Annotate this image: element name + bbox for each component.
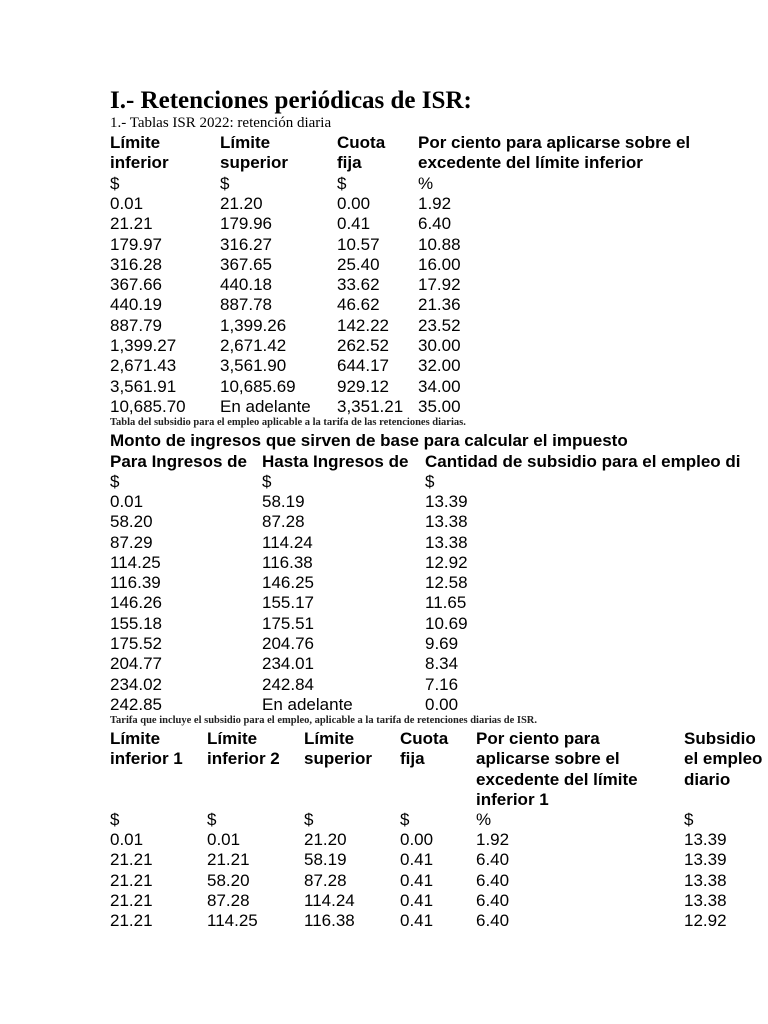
table-cell: 175.52 — [110, 634, 162, 654]
t3-unit: $ — [400, 810, 410, 829]
table-cell: 3,561.91 — [110, 376, 177, 396]
t2-unit: $ — [110, 472, 120, 491]
table-cell: 887.79 — [110, 315, 162, 335]
table-cell: 116.38 — [304, 911, 355, 931]
table-cell: 12.92 — [425, 552, 468, 572]
t2-header-to: Hasta Ingresos de — [262, 452, 409, 471]
table-cell: 440.19 — [110, 295, 162, 315]
table-cell: 2,671.43 — [110, 356, 177, 376]
table-cell: 6.40 — [476, 911, 510, 931]
table-cell: 367.66 — [110, 275, 162, 295]
note-subsidy-table: Tabla del subsidio para el empleo aplicable a la tarifa de las retenciones diarias. — [110, 417, 466, 428]
table-cell: 3,561.90 — [220, 356, 287, 376]
table-cell: 33.62 — [337, 275, 380, 295]
table-cell: 21.21 — [110, 850, 153, 870]
table-cell: 146.25 — [262, 573, 314, 593]
table-cell: 58.19 — [262, 492, 305, 511]
t2-caption: Monto de ingresos que sirven de base para calcular el impuesto — [110, 431, 628, 450]
table-cell: 58.20 — [207, 870, 250, 890]
table-cell: 0.00 — [400, 830, 434, 849]
table-cell: 0.41 — [400, 850, 434, 870]
table-cell: 13.39 — [684, 830, 727, 849]
t1-unit: $ — [110, 174, 120, 193]
table-cell: 30.00 — [418, 336, 461, 356]
t3-unit: $ — [207, 810, 217, 829]
table-cell: 16.00 — [418, 254, 461, 274]
table-cell: 13.38 — [425, 532, 468, 552]
table-cell: 6.40 — [476, 850, 510, 870]
table-cell: 146.26 — [110, 593, 162, 613]
table-cell: 1.92 — [418, 194, 452, 213]
table-cell: 21.21 — [110, 214, 153, 234]
table-cell: 46.62 — [337, 295, 380, 315]
table-cell: 114.25 — [207, 911, 258, 931]
table-cell: 9.69 — [425, 634, 459, 654]
table-cell: 0.00 — [337, 194, 371, 213]
t3-unit: % — [476, 810, 492, 829]
table-cell: 0.01 — [207, 830, 241, 849]
table-cell: 13.38 — [684, 890, 727, 910]
t3-header-fixed-fee: Cuota fija — [400, 729, 449, 769]
t3-header-percent: Por ciento para aplicarse sobre el excedente del límite inferior 1 — [476, 729, 638, 809]
table-cell: 262.52 — [337, 336, 389, 356]
table-cell: 204.76 — [262, 634, 314, 654]
t2-unit: $ — [262, 472, 272, 491]
t3-unit: $ — [684, 810, 694, 829]
table-cell: 316.28 — [110, 254, 162, 274]
table-cell: 21.21 — [110, 890, 153, 910]
table-cell: 6.40 — [476, 890, 510, 910]
table-cell: 21.21 — [207, 850, 250, 870]
table-cell: 116.38 — [262, 552, 313, 572]
table-cell: 887.78 — [220, 295, 272, 315]
table-cell: 3,351.21 — [337, 396, 404, 416]
table-cell: 13.39 — [425, 492, 468, 511]
table-cell: 0.01 — [110, 492, 144, 511]
table-cell: 234.02 — [110, 674, 162, 694]
table-cell: 10,685.69 — [220, 376, 296, 396]
table-cell: 13.38 — [425, 512, 468, 532]
t1-unit: $ — [337, 174, 347, 193]
table-cell: 1.92 — [476, 830, 510, 849]
table-cell: En adelante — [262, 694, 353, 714]
table-cell: 1,399.26 — [220, 315, 287, 335]
table-cell: 10.69 — [425, 613, 468, 633]
table-cell: 12.92 — [684, 911, 727, 931]
table-cell: 644.17 — [337, 356, 389, 376]
t3-header-upper: Límite superior — [304, 729, 373, 769]
table-cell: 179.96 — [220, 214, 272, 234]
table-cell: 58.20 — [110, 512, 153, 532]
table-cell: 204.77 — [110, 654, 162, 674]
table-cell: 7.16 — [425, 674, 459, 694]
table-cell: 17.92 — [418, 275, 461, 295]
table-cell: 8.34 — [425, 654, 459, 674]
table-cell: 35.00 — [418, 396, 461, 416]
table-cell: 114.24 — [262, 532, 313, 552]
table-cell: 242.85 — [110, 694, 162, 714]
t2-header-subsidy: Cantidad de subsidio para el empleo di — [425, 452, 741, 471]
table-cell: 155.18 — [110, 613, 162, 633]
table-cell: 21.21 — [110, 911, 153, 931]
table-cell: 367.65 — [220, 254, 272, 274]
t1-unit: % — [418, 174, 434, 193]
table-cell: 0.41 — [400, 911, 434, 931]
table-cell: 0.01 — [110, 830, 144, 849]
table-cell: 155.17 — [262, 593, 314, 613]
section-subtitle: 1.- Tablas ISR 2022: retención diaria — [110, 115, 332, 131]
note-tariff-table: Tarifa que incluye el subsidio para el empleo, aplicable a la tarifa de retenciones diarias de ISR. — [110, 715, 538, 726]
table-cell: 2,671.42 — [220, 336, 287, 356]
table-cell: 21.21 — [110, 870, 153, 890]
table-cell: 114.24 — [304, 890, 355, 910]
table-cell: 0.01 — [110, 194, 144, 213]
table-cell: 11.65 — [425, 593, 467, 613]
table-cell: 21.20 — [304, 830, 347, 849]
table-cell: 316.27 — [220, 234, 272, 254]
table-cell: 13.39 — [684, 850, 727, 870]
table-cell: 87.28 — [262, 512, 305, 532]
t3-unit: $ — [304, 810, 314, 829]
table-cell: 10.57 — [337, 234, 380, 254]
t3-header-lower-1: Límite inferior 1 — [110, 729, 183, 769]
table-cell: 6.40 — [476, 870, 510, 890]
table-cell: 13.38 — [684, 870, 727, 890]
table-cell: 21.20 — [220, 194, 263, 213]
t1-header-fixed-fee: Cuota fija — [337, 133, 386, 173]
table-cell: 179.97 — [110, 234, 162, 254]
table-cell: 234.01 — [262, 654, 314, 674]
table-cell: 87.28 — [207, 890, 250, 910]
table-cell: 10,685.70 — [110, 396, 186, 416]
table-cell: 1,399.27 — [110, 336, 177, 356]
table-cell: 929.12 — [337, 376, 389, 396]
table-cell: 87.28 — [304, 870, 347, 890]
table-cell: 6.40 — [418, 214, 452, 234]
table-cell: 21.36 — [418, 295, 461, 315]
table-cell: 32.00 — [418, 356, 461, 376]
table-cell: 0.00 — [425, 694, 459, 714]
t1-unit: $ — [220, 174, 230, 193]
table-cell: 25.40 — [337, 254, 380, 274]
table-cell: 440.18 — [220, 275, 272, 295]
t2-header-from: Para Ingresos de — [110, 452, 248, 471]
t1-header-upper-limit: Límite superior — [220, 133, 289, 173]
table-cell: 114.25 — [110, 552, 161, 572]
table-cell: 34.00 — [418, 376, 461, 396]
table-cell: 0.41 — [337, 214, 371, 234]
table-cell: 142.22 — [337, 315, 389, 335]
t2-unit: $ — [425, 472, 435, 491]
t3-unit: $ — [110, 810, 120, 829]
t1-header-percent: Por ciento para aplicarse sobre el excedente del límite inferior — [418, 133, 691, 173]
table-cell: 87.29 — [110, 532, 153, 552]
table-cell: 0.41 — [400, 890, 434, 910]
table-cell: 58.19 — [304, 850, 347, 870]
table-cell: 116.39 — [110, 573, 161, 593]
table-cell: 23.52 — [418, 315, 461, 335]
table-cell: En adelante — [220, 396, 311, 416]
t3-header-lower-2: Límite inferior 2 — [207, 729, 280, 769]
t3-header-subsidy: Subsidio el empleo diario — [684, 729, 763, 789]
table-cell: 0.41 — [400, 870, 434, 890]
table-cell: 175.51 — [262, 613, 314, 633]
t1-header-lower-limit: Límite inferior — [110, 133, 169, 173]
page-title: I.- Retenciones periódicas de ISR: — [110, 87, 472, 114]
table-cell: 12.58 — [425, 573, 468, 593]
table-cell: 10.88 — [418, 234, 461, 254]
table-cell: 242.84 — [262, 674, 314, 694]
